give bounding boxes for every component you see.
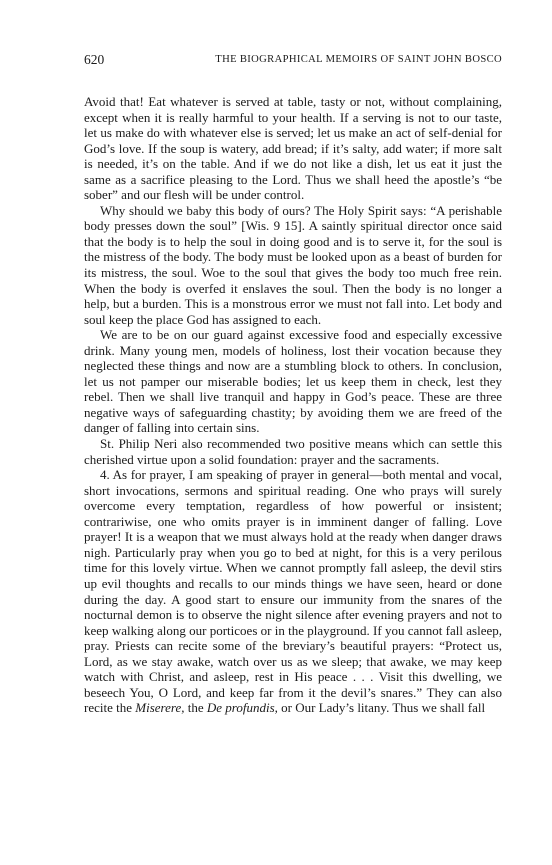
de-profundis-title: De profundis, xyxy=(206,700,278,716)
paragraph-5-mid: the xyxy=(184,700,207,716)
paragraph-1: Avoid that! Eat whatever is served at table, tasty or not, without complaining, except when it is really harmful to your health. If a serving is not to our taste, let us make do with whatever else is served; let us make an act of self-denial for God’s love. If the soup is watery, add bread; if it’s salty, add water; if more salt is needed, it’s on the table. And if we do not like a dish, let us eat it just the same as a sacrifice pleasing to the Lord. Thus we shall heed the apostle’s “be sober” and our flesh will be under control. xyxy=(84,94,502,203)
miserere-title: Miserere, xyxy=(135,700,185,716)
paragraph-2: Why should we baby this body of ours? The Holy Spirit says: “A perishable body presses down the soul” [Wis. 9 15]. A saintly spiritual director once said that the body is to help the soul in doing good and is to serve it, for the soul is the mistress of the body. The body must be looked upon as a beast of burden for its mistress, the soul. Woe to the soul that gives the body too much free rein. When the body is overfed it enslaves the soul. Then the body is no longer a help, but a burden. This is a monstrous error we must not fall into. Let body and soul keep the place God has assigned to each. xyxy=(84,202,502,327)
running-head xyxy=(84,50,502,70)
page-number: 620 xyxy=(84,52,105,67)
paragraph-4: St. Philip Neri also recommended two positive means which can settle this cherished virtue upon a solid foundation: prayer and the sacraments. xyxy=(84,436,502,467)
paragraph-5-text: 4. As for prayer, I am speaking of prayer in general—both mental and vocal, short invocations, sermons and spiritual reading. One who prays will surely overcome every temptation, regardless of how powerful or insistent; contrariwise, one who omits prayer is in imminent danger of falling. Love prayer! It is a weapon that we must always hold at the ready when danger draws nigh. Particularly pray when you go to bed at night, for this is a very perilous time for this lovely virtue. When we cannot promptly fall asleep, the devil stirs up evil thoughts and recalls to our minds things we have seen, heard or done during the day. A good start to ensure our immunity from the snares of the nocturnal demon is to observe the night silence after evening prayers and not to keep walking along our porticoes or in the playground. If you cannot fall asleep, pray. Priests can recite some of the breviary’s beautiful prayers: “Protect us, Lord, as we stay awake, watch over us as we sleep; that awake, we may keep watch with Christ, and asleep, rest in His peace . . . Visit this dwelling, we beseech You, O Lord, and keep far from it the devil’s snares.” They can also recite the xyxy=(84,467,502,716)
paragraph-5 xyxy=(84,467,502,716)
running-title: THE BIOGRAPHICAL MEMOIRS OF SAINT JOHN BOSCO xyxy=(215,54,502,65)
paragraph-3: We are to be on our guard against excessive food and especially excessive drink. Many young men, models of holiness, lost their vocation because they neglected these things and now are a stumbling block to others. In conclusion, let us not pamper our miserable bodies; let us keep them in check, lest they rebel. Then we shall live tranquil and happy in God’s peace. These are three negative ways of safeguarding chastity; by avoiding them we are freed of the danger of falling into certain sins. xyxy=(84,327,502,436)
body-text xyxy=(84,94,502,716)
paragraph-5-tail: or Our Lady’s litany. Thus we shall fall xyxy=(277,700,486,716)
